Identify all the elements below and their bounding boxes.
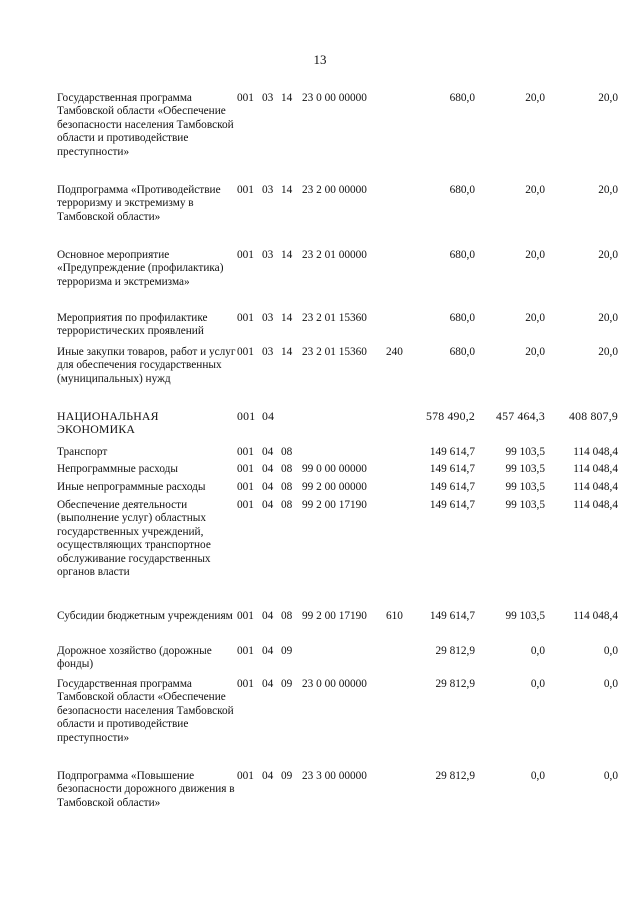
row-name: Государственная программа Тамбовской области «Обеспечение безопасности населения Тамбовской области и противодействие преступности» [57, 678, 234, 744]
value-year-1: 149 614,7 [429, 446, 475, 458]
code-ministry: 001 [237, 249, 254, 261]
row-name: Основное мероприятие «Предупреждение (профилактика) терроризма и экстремизма» [57, 249, 224, 288]
code-subsection: 08 [281, 499, 293, 511]
value-year-2: 99 103,5 [505, 446, 545, 458]
code-subsection: 08 [281, 481, 293, 493]
row-name: Субсидии бюджетным учреждениям [57, 610, 233, 622]
code-section: 04 [262, 446, 274, 458]
value-year-2: 20,0 [525, 92, 545, 104]
code-subsection: 14 [281, 312, 293, 324]
code-subsection: 08 [281, 610, 293, 622]
code-ministry: 001 [237, 92, 254, 104]
code-subsection: 09 [281, 645, 293, 657]
value-year-2: 0,0 [530, 678, 545, 690]
value-year-3: 20,0 [598, 249, 618, 261]
value-year-3: 0,0 [603, 770, 618, 782]
code-expense-type: 610 [386, 610, 403, 622]
value-year-1: 29 812,9 [435, 770, 475, 782]
code-section: 03 [262, 346, 274, 358]
value-year-3: 114 048,4 [573, 499, 618, 511]
code-subsection: 09 [281, 678, 293, 690]
value-year-3: 114 048,4 [573, 610, 618, 622]
row-name: Подпрограмма «Противодействие терроризму и экстремизму в Тамбовской области» [57, 184, 221, 223]
value-year-3: 0,0 [603, 645, 618, 657]
code-section: 04 [262, 645, 274, 657]
value-year-2: 99 103,5 [505, 610, 545, 622]
row-name: Иные непрограммные расходы [57, 481, 206, 493]
code-target: 23 3 00 00000 [302, 770, 367, 782]
code-ministry: 001 [237, 678, 254, 690]
value-year-1: 578 490,2 [426, 409, 475, 423]
value-year-1: 29 812,9 [435, 678, 475, 690]
row-name: Иные закупки товаров, работ и услуг для обеспечения государственных (муниципальных) нужд [57, 346, 236, 385]
code-section: 04 [262, 481, 274, 493]
row-name: Мероприятия по профилактике террористических проявлений [57, 312, 208, 338]
value-year-3: 114 048,4 [573, 481, 618, 493]
code-section: 04 [262, 770, 274, 782]
value-year-2: 99 103,5 [505, 481, 545, 493]
row-name: Государственная программа Тамбовской области «Обеспечение безопасности населения Тамбовской области и противодействие преступности» [57, 92, 234, 158]
value-year-2: 20,0 [525, 184, 545, 196]
code-subsection: 14 [281, 249, 293, 261]
code-ministry: 001 [237, 499, 254, 511]
code-subsection: 14 [281, 184, 293, 196]
value-year-3: 0,0 [603, 678, 618, 690]
code-subsection: 14 [281, 346, 293, 358]
code-ministry: 001 [237, 645, 254, 657]
value-year-3: 20,0 [598, 184, 618, 196]
code-target: 99 2 00 00000 [302, 481, 367, 493]
row-name: Подпрограмма «Повышение безопасности дорожного движения в Тамбовской области» [57, 770, 235, 809]
value-year-3: 114 048,4 [573, 446, 618, 458]
value-year-3: 20,0 [598, 346, 618, 358]
value-year-2: 0,0 [530, 770, 545, 782]
code-subsection: 14 [281, 92, 293, 104]
row-name: Дорожное хозяйство (дорожные фонды) [57, 645, 212, 671]
code-section: 04 [262, 463, 274, 475]
value-year-1: 149 614,7 [429, 610, 475, 622]
value-year-1: 680,0 [449, 184, 475, 196]
value-year-1: 149 614,7 [429, 499, 475, 511]
code-section: 03 [262, 312, 274, 324]
row-name: Обеспечение деятельности (выполнение услуг) областных государственных учреждений, осуществляющих транспортное обслуживание государственных органов власти [57, 499, 211, 579]
value-year-2: 20,0 [525, 346, 545, 358]
code-target: 23 2 01 00000 [302, 249, 367, 261]
code-section: 04 [262, 409, 275, 423]
code-section: 04 [262, 678, 274, 690]
code-subsection: 08 [281, 446, 293, 458]
page-number: 13 [313, 52, 327, 67]
code-subsection: 08 [281, 463, 293, 475]
code-ministry: 001 [237, 346, 254, 358]
value-year-2: 0,0 [530, 645, 545, 657]
code-target: 23 2 00 00000 [302, 184, 367, 196]
code-target: 23 2 01 15360 [302, 312, 367, 324]
code-section: 03 [262, 184, 274, 196]
code-section: 03 [262, 249, 274, 261]
code-section: 04 [262, 499, 274, 511]
value-year-1: 149 614,7 [429, 463, 475, 475]
value-year-1: 680,0 [449, 92, 475, 104]
value-year-3: 20,0 [598, 312, 618, 324]
code-target: 23 2 01 15360 [302, 346, 367, 358]
code-target: 99 2 00 17190 [302, 610, 367, 622]
value-year-2: 20,0 [525, 312, 545, 324]
row-name: Непрограммные расходы [57, 463, 178, 475]
code-target: 99 2 00 17190 [302, 499, 367, 511]
value-year-2: 20,0 [525, 249, 545, 261]
code-target: 99 0 00 00000 [302, 463, 367, 475]
value-year-2: 99 103,5 [505, 463, 545, 475]
code-ministry: 001 [237, 610, 254, 622]
code-ministry: 001 [237, 312, 254, 324]
code-section: 04 [262, 610, 274, 622]
value-year-3: 408 807,9 [569, 409, 618, 423]
row-name: Транспорт [57, 446, 108, 458]
code-ministry: 001 [237, 770, 254, 782]
value-year-1: 680,0 [449, 346, 475, 358]
value-year-2: 457 464,3 [496, 409, 545, 423]
code-expense-type: 240 [386, 346, 403, 358]
code-target: 23 0 00 00000 [302, 678, 367, 690]
code-subsection: 09 [281, 770, 293, 782]
code-target: 23 0 00 00000 [302, 92, 367, 104]
code-ministry: 001 [237, 409, 256, 423]
value-year-3: 20,0 [598, 92, 618, 104]
value-year-1: 29 812,9 [435, 645, 475, 657]
row-name: НАЦИОНАЛЬНАЯ ЭКОНОМИКА [57, 409, 159, 437]
value-year-1: 680,0 [449, 312, 475, 324]
value-year-3: 114 048,4 [573, 463, 618, 475]
code-ministry: 001 [237, 184, 254, 196]
value-year-2: 99 103,5 [505, 499, 545, 511]
code-ministry: 001 [237, 463, 254, 475]
value-year-1: 680,0 [449, 249, 475, 261]
value-year-1: 149 614,7 [429, 481, 475, 493]
code-ministry: 001 [237, 446, 254, 458]
code-section: 03 [262, 92, 274, 104]
code-ministry: 001 [237, 481, 254, 493]
